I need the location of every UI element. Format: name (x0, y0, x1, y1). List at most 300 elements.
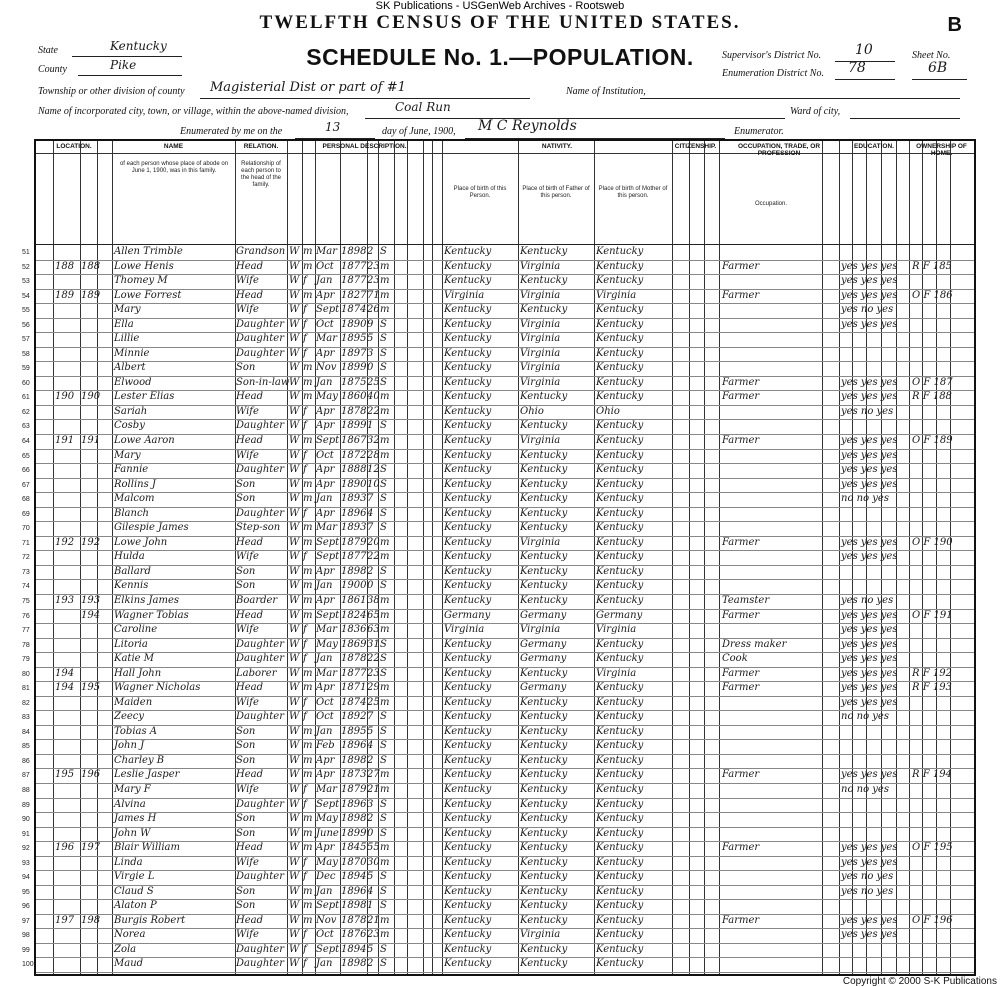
cell-rel: Daughter (236, 464, 284, 476)
cell-fbp: Kentucky (520, 871, 568, 883)
cell-color: W (289, 609, 300, 621)
cell-yr: 1860 (341, 391, 367, 403)
day-of-label: day of June, 1900, (382, 126, 456, 137)
cell-mbp: Kentucky (596, 900, 644, 912)
cell-fbp: Kentucky (520, 842, 568, 854)
row-number: 67 (22, 481, 30, 489)
row-number: 55 (22, 307, 30, 315)
cell-sex: m (303, 580, 313, 592)
row-number: 53 (22, 278, 30, 286)
cell-own: R F 194 (912, 769, 952, 781)
group-occupation: OCCUPATION, TRADE, OR PROFESSION (737, 143, 821, 157)
cell-rel: Wife (236, 783, 259, 795)
cell-ms: m (380, 856, 390, 868)
cell-bp: Kentucky (444, 536, 492, 548)
cell-dw: 195 (55, 769, 75, 781)
cell-bp: Kentucky (444, 565, 492, 577)
cell-name: Maud (114, 958, 144, 970)
cell-fbp: Kentucky (520, 696, 568, 708)
cell-bp: Kentucky (444, 333, 492, 345)
cell-fbp: Germany (520, 653, 567, 665)
row-number: 60 (22, 379, 30, 387)
cell-rel: Son (236, 885, 256, 897)
cell-name: Malcom (114, 493, 155, 505)
cell-yr: 1890 (341, 318, 367, 330)
cell-ms: m (380, 929, 390, 941)
cell-yr: 1845 (341, 842, 367, 854)
cell-sex: m (303, 609, 313, 621)
cell-name: Zeecy (114, 711, 145, 723)
cell-mbp: Kentucky (596, 333, 644, 345)
cell-mon: Mar (316, 522, 337, 534)
cell-rel: Head (236, 914, 264, 926)
cell-yr: 1877 (341, 551, 367, 563)
cell-mbp: Virginia (596, 624, 637, 636)
cell-yr: 1888 (341, 464, 367, 476)
cell-bp: Kentucky (444, 304, 492, 316)
cell-rel: Son (236, 580, 256, 592)
cell-fbp: Kentucky (520, 565, 568, 577)
cell-ed: yes yes yes (841, 536, 898, 548)
cell-color: W (289, 711, 300, 723)
cell-own: R F 188 (912, 391, 952, 403)
cell-age: 7 (367, 493, 374, 505)
cell-ms: m (380, 289, 390, 301)
cell-ed: yes yes yes (841, 551, 898, 563)
cell-bp: Kentucky (444, 842, 492, 854)
cell-mon: Oct (316, 260, 334, 272)
sheet-label: Sheet No. (912, 50, 951, 61)
cell-name: Zola (114, 943, 137, 955)
cell-color: W (289, 783, 300, 795)
cell-age: 7 (367, 522, 374, 534)
cell-occ: Teamster (722, 594, 770, 606)
cell-age: 20 (367, 536, 380, 548)
cell-name: Cosby (114, 420, 145, 432)
cell-fbp: Virginia (520, 435, 561, 447)
cell-bp: Kentucky (444, 435, 492, 447)
cell-mbp: Kentucky (596, 362, 644, 374)
cell-fbp: Virginia (520, 260, 561, 272)
cell-yr: 1876 (341, 929, 367, 941)
cell-color: W (289, 478, 300, 490)
cell-name: Litoria (114, 638, 148, 650)
cell-mon: Apr (316, 478, 335, 490)
cell-rel: Head (236, 536, 264, 548)
cell-color: W (289, 682, 300, 694)
cell-mon: Mar (316, 783, 337, 795)
cell-mbp: Kentucky (596, 464, 644, 476)
cell-sex: m (303, 522, 313, 534)
cell-ms: S (380, 871, 387, 883)
cell-mon: Sept (316, 900, 340, 912)
cell-name: Lester Elias (114, 391, 175, 403)
row-number: 92 (22, 845, 30, 853)
cell-ms: m (380, 682, 390, 694)
cell-ms: m (380, 624, 390, 636)
cell-color: W (289, 551, 300, 563)
cell-color: W (289, 565, 300, 577)
cell-mon: Apr (316, 769, 335, 781)
cell-bp: Kentucky (444, 507, 492, 519)
row-number: 62 (22, 408, 30, 416)
cell-age: 9 (367, 318, 374, 330)
cell-sex: m (303, 842, 313, 854)
cell-mon: Apr (316, 754, 335, 766)
row-number: 58 (22, 350, 30, 358)
cell-ed: no no yes (841, 711, 889, 723)
cell-yr: 1892 (341, 711, 367, 723)
cell-fbp: Virginia (520, 362, 561, 374)
cell-ms: S (380, 667, 387, 679)
cell-sex: m (303, 246, 313, 257)
cell-yr: 1877 (341, 275, 367, 287)
cell-own: O F 191 (912, 609, 953, 621)
cell-occ: Farmer (722, 376, 760, 388)
cell-ed: yes yes yes (841, 842, 898, 854)
cell-mbp: Kentucky (596, 536, 644, 548)
cell-ed: yes yes yes (841, 435, 898, 447)
cell-rel: Daughter (236, 333, 284, 345)
cell-sex: m (303, 754, 313, 766)
cell-age: 0 (367, 827, 374, 839)
cell-sex: f (303, 783, 307, 795)
cell-bp: Kentucky (444, 594, 492, 606)
cell-fam: 191 (81, 435, 101, 447)
cell-yr: 1861 (341, 594, 367, 606)
cell-sex: f (303, 653, 307, 665)
cell-mbp: Kentucky (596, 594, 644, 606)
cell-mbp: Virginia (596, 667, 637, 679)
cell-ms: m (380, 594, 390, 606)
cell-occ: Farmer (722, 769, 760, 781)
cell-fam: 198 (81, 914, 101, 926)
cell-ed: yes yes yes (841, 478, 898, 490)
cell-rel: Head (236, 842, 264, 854)
cell-age: 2 (367, 958, 374, 970)
cell-mon: Sept (316, 304, 340, 316)
cell-age: 26 (367, 304, 380, 316)
cell-name: Burgis Robert (114, 914, 186, 926)
cell-bp: Kentucky (444, 914, 492, 926)
row-number: 66 (22, 467, 30, 475)
cell-color: W (289, 522, 300, 534)
cell-ms: m (380, 275, 390, 287)
cell-yr: 1894 (341, 871, 367, 883)
row-number: 89 (22, 801, 30, 809)
cell-yr: 1893 (341, 522, 367, 534)
cell-mbp: Kentucky (596, 711, 644, 723)
cell-ed: yes yes yes (841, 624, 898, 636)
cell-yr: 1879 (341, 536, 367, 548)
cell-yr: 1870 (341, 856, 367, 868)
cell-occ: Farmer (722, 435, 760, 447)
cell-name: Linda (114, 856, 143, 868)
cell-fbp: Kentucky (520, 783, 568, 795)
cell-ms: S (380, 827, 387, 839)
cell-ms: S (380, 885, 387, 897)
cell-bp: Kentucky (444, 420, 492, 432)
cell-mon: Nov (316, 362, 337, 374)
cell-fbp: Kentucky (520, 958, 568, 970)
row-number: 95 (22, 888, 30, 896)
cell-mbp: Kentucky (596, 914, 644, 926)
cell-name: Mary (114, 449, 141, 461)
cell-color: W (289, 900, 300, 912)
cell-bp: Kentucky (444, 900, 492, 912)
cell-age: 3 (367, 347, 374, 359)
cell-mon: May (316, 856, 338, 868)
cell-age: 27 (367, 769, 380, 781)
cell-fbp: Virginia (520, 376, 561, 388)
cell-fbp: Kentucky (520, 856, 568, 868)
cell-bp: Kentucky (444, 711, 492, 723)
cell-ed: yes yes yes (841, 275, 898, 287)
census-title: TWELFTH CENSUS OF THE UNITED STATES. (259, 12, 741, 33)
cell-color: W (289, 580, 300, 592)
cell-name: Leslie Jasper (114, 769, 180, 781)
cell-own: R F 185 (912, 260, 952, 272)
cell-rel: Daughter (236, 958, 284, 970)
enumerated-label: Enumerated by me on the (180, 126, 283, 137)
cell-color: W (289, 696, 300, 708)
cell-rel: Wife (236, 551, 259, 563)
cell-bp: Kentucky (444, 783, 492, 795)
cell-mon: Apr (316, 347, 335, 359)
cell-dw: 194 (55, 667, 75, 679)
cell-mon: Oct (316, 929, 334, 941)
cell-own: O F 186 (912, 289, 953, 301)
cell-mon: Jan (316, 653, 333, 665)
county-value: Pike (110, 58, 137, 72)
cell-ms: m (380, 435, 390, 447)
cell-color: W (289, 943, 300, 955)
cell-name: Fannie (114, 464, 149, 476)
cell-color: W (289, 246, 300, 257)
cell-mbp: Kentucky (596, 493, 644, 505)
row-number: 94 (22, 874, 30, 882)
cell-bp: Kentucky (444, 551, 492, 563)
cell-yr: 1898 (341, 813, 367, 825)
cell-fbp: Kentucky (520, 304, 568, 316)
cell-mbp: Kentucky (596, 696, 644, 708)
cell-occ: Farmer (722, 914, 760, 926)
cell-mon: Oct (316, 696, 334, 708)
cell-color: W (289, 260, 300, 272)
cell-name: Minnie (114, 347, 150, 359)
cell-ms: m (380, 304, 390, 316)
cell-color: W (289, 914, 300, 926)
cell-rel: Wife (236, 405, 259, 417)
cell-sex: m (303, 725, 313, 737)
cell-rel: Head (236, 391, 264, 403)
cell-age: 3 (367, 798, 374, 810)
cell-color: W (289, 740, 300, 752)
cell-name: Gilespie James (114, 522, 189, 534)
cell-sex: m (303, 827, 313, 839)
cell-fam: 192 (81, 536, 101, 548)
cell-name: Virgie L (114, 871, 155, 883)
cell-mbp: Kentucky (596, 754, 644, 766)
row-number: 56 (22, 321, 30, 329)
cell-bp: Kentucky (444, 246, 492, 257)
cell-sex: f (303, 943, 307, 955)
cell-name: Lowe Henis (114, 260, 174, 272)
census-form-table (22, 139, 976, 976)
cell-yr: 1900 (341, 580, 367, 592)
cell-bp: Kentucky (444, 449, 492, 461)
cell-fbp: Kentucky (520, 275, 568, 287)
cell-age: 12 (367, 464, 380, 476)
cell-mbp: Kentucky (596, 478, 644, 490)
cell-rel: Son (236, 754, 256, 766)
cell-mbp: Kentucky (596, 551, 644, 563)
cell-rel: Daughter (236, 653, 284, 665)
enumeration-value: 78 (848, 60, 866, 76)
cell-mon: Apr (316, 682, 335, 694)
cell-color: W (289, 507, 300, 519)
cell-ms: m (380, 449, 390, 461)
cell-ed: yes yes yes (841, 667, 898, 679)
cell-fbp: Virginia (520, 318, 561, 330)
cell-dw: 194 (55, 682, 75, 694)
cell-bp: Kentucky (444, 391, 492, 403)
row-number: 97 (22, 917, 30, 925)
cell-color: W (289, 435, 300, 447)
cell-name: Alaton P (114, 900, 157, 912)
cell-rel: Daughter (236, 507, 284, 519)
sheet-letter: B (947, 14, 962, 36)
cell-age: 1 (367, 420, 374, 432)
cell-age: 31 (367, 638, 380, 650)
row-number: 51 (22, 249, 30, 256)
header-relation-desc: Relationship of each person to the head of the family. (240, 161, 282, 188)
cell-dw: 193 (55, 594, 75, 606)
cell-ms: S (380, 711, 387, 723)
cell-mbp: Kentucky (596, 798, 644, 810)
cell-fbp: Kentucky (520, 420, 568, 432)
cell-ed: yes yes yes (841, 449, 898, 461)
cell-age: 10 (367, 478, 380, 490)
day-value: 13 (325, 120, 341, 134)
cell-mon: Jan (316, 376, 333, 388)
cell-fam: 189 (81, 289, 101, 301)
cell-ms: m (380, 260, 390, 272)
cell-yr: 1894 (341, 943, 367, 955)
cell-bp: Kentucky (444, 362, 492, 374)
cell-fbp: Virginia (520, 333, 561, 345)
cell-color: W (289, 333, 300, 345)
cell-ed: yes yes yes (841, 464, 898, 476)
cell-fbp: Kentucky (520, 798, 568, 810)
cell-bp: Kentucky (444, 347, 492, 359)
cell-ms: S (380, 943, 387, 955)
cell-mbp: Kentucky (596, 638, 644, 650)
header-father-birthplace: Place of birth of Father of this person. (522, 186, 590, 199)
cell-ms: S (380, 362, 387, 374)
cell-color: W (289, 420, 300, 432)
cell-bp: Kentucky (444, 856, 492, 868)
cell-yr: 1896 (341, 740, 367, 752)
cell-sex: f (303, 405, 307, 417)
cell-mbp: Kentucky (596, 885, 644, 897)
cell-sex: f (303, 318, 307, 330)
cell-color: W (289, 653, 300, 665)
cell-bp: Kentucky (444, 769, 492, 781)
cell-mon: Dec (316, 871, 336, 883)
sheet-value: 6B (928, 60, 948, 76)
cell-name: Ballard (114, 565, 151, 577)
enumeration-label: Enumeration District No. (722, 68, 824, 79)
cell-mon: Jan (316, 885, 333, 897)
cell-ms: S (380, 493, 387, 505)
cell-mon: Apr (316, 405, 335, 417)
cell-yr: 1893 (341, 493, 367, 505)
header-mother-birthplace: Place of birth of Mother of this person. (598, 186, 668, 199)
cell-fam: 195 (81, 682, 101, 694)
cell-color: W (289, 405, 300, 417)
cell-fbp: Kentucky (520, 827, 568, 839)
cell-rel: Wife (236, 856, 259, 868)
row-number: 70 (22, 525, 30, 533)
cell-ms: S (380, 653, 387, 665)
cell-bp: Kentucky (444, 522, 492, 534)
cell-fbp: Kentucky (520, 391, 568, 403)
cell-bp: Kentucky (444, 682, 492, 694)
cell-fbp: Kentucky (520, 594, 568, 606)
cell-bp: Kentucky (444, 405, 492, 417)
cell-sex: m (303, 769, 313, 781)
cell-bp: Kentucky (444, 696, 492, 708)
cell-ms: m (380, 536, 390, 548)
cell-fbp: Kentucky (520, 667, 568, 679)
cell-own: O F 196 (912, 914, 953, 926)
cell-ed: yes no yes (841, 405, 894, 417)
cell-fbp: Kentucky (520, 522, 568, 534)
cell-name: Mary F (114, 783, 151, 795)
cell-mon: Apr (316, 594, 335, 606)
cell-ms: S (380, 958, 387, 970)
cell-name: Charley B (114, 754, 165, 766)
cell-mon: Sept (316, 551, 340, 563)
cell-age: 2 (367, 565, 374, 577)
cell-ms: S (380, 798, 387, 810)
cell-color: W (289, 798, 300, 810)
cell-sex: f (303, 449, 307, 461)
cell-name: John W (114, 827, 151, 839)
cell-sex: f (303, 420, 307, 432)
cell-sex: m (303, 682, 313, 694)
cell-sex: m (303, 478, 313, 490)
cell-mbp: Kentucky (596, 813, 644, 825)
cell-mon: Oct (316, 711, 334, 723)
cell-rel: Daughter (236, 871, 284, 883)
cell-ms: m (380, 405, 390, 417)
cell-ed: yes no yes (841, 871, 894, 883)
cell-bp: Kentucky (444, 260, 492, 272)
cell-fbp: Virginia (520, 347, 561, 359)
cell-age: 25 (367, 696, 380, 708)
cell-rel: Son (236, 565, 256, 577)
cell-yr: 1899 (341, 827, 367, 839)
cell-yr: 1867 (341, 435, 367, 447)
cell-sex: f (303, 275, 307, 287)
cell-fbp: Virginia (520, 624, 561, 636)
cell-ed: yes yes yes (841, 696, 898, 708)
cell-yr: 1877 (341, 260, 367, 272)
header-name-desc: of each person whose place of abode on June 1, 1900, was in this family. (119, 161, 229, 174)
cell-color: W (289, 493, 300, 505)
